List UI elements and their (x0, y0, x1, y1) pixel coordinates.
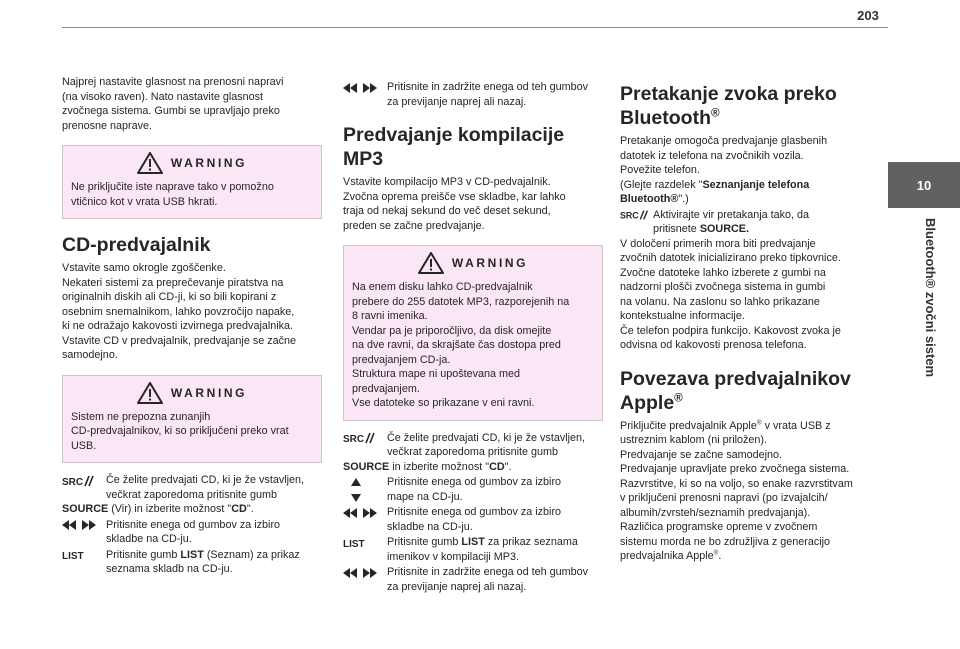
bt-body-line: datotek iz telefona na zvočnikih vozila. (620, 149, 804, 162)
bt-title-line: Bluetooth (620, 107, 711, 129)
warning-triangle-icon (137, 382, 163, 404)
instruction-hold (343, 80, 603, 109)
ref-post: ".) (678, 193, 689, 205)
warning-title: WARNING (170, 385, 248, 400)
warning-text: vtičnico kot v vrata USB hkrati. (71, 195, 218, 208)
warning-triangle-icon (137, 152, 163, 174)
bt-body2-line: Če telefon podpira funkcijo. Kakovost zvoka je (620, 324, 841, 337)
warning-box-external-cd (62, 375, 322, 464)
warning-text: 8 ravni imenika. (352, 310, 428, 322)
warning-triangle-icon (418, 252, 444, 274)
mp3-body-line: Zvočna oprema preišče vse skladbe, kar lahko (343, 190, 566, 203)
src-button-icon (343, 431, 387, 446)
intro-line: (na visoko raven). Nato nastavite glasnost (62, 90, 264, 103)
src-line: večkrat zaporedoma pritisnite gumb (106, 488, 278, 501)
svg-text:LIST: LIST (343, 538, 365, 549)
list-button-icon (62, 548, 106, 563)
intro-line: Najprej nastavite glasnost na prenosni napravi (62, 76, 284, 88)
apple-body-line: sistemu morda ne bo združljiva z generacijo (620, 535, 831, 548)
list-line: imenikov v kompilaciji MP3. (387, 550, 519, 563)
apple-last-pre: predvajalnika Apple (620, 550, 714, 562)
src-end: ". (246, 503, 254, 515)
list-line (106, 548, 322, 563)
registered-mark: ® (674, 391, 683, 404)
instruction-src (62, 473, 322, 502)
up-down-arrows-icon (343, 475, 387, 504)
chapter-side-title: Bluetooth® zvočni sistem (923, 218, 938, 378)
arrows-line: skladbe na CD-ju. (106, 533, 192, 545)
instruction-src (343, 431, 603, 460)
column-1 (62, 75, 322, 577)
bt-body2-line: odvisna od kakovosti prenosa telefona. (620, 339, 807, 351)
warning-box-usb (62, 145, 322, 219)
instruction-list (343, 535, 603, 564)
hold-line: Pritisnite in zadržite enega od teh gumbov (387, 566, 589, 578)
warning-header (352, 246, 594, 280)
prev-next-arrows-icon (62, 518, 106, 533)
intro-line: prenosne naprave. (62, 119, 153, 132)
bt-title-line: Pretakanje zvoka preko (620, 83, 837, 105)
prev-next-arrows-icon (343, 565, 387, 580)
source-keyword: SOURCE (343, 460, 390, 473)
svg-text:SRC: SRC (62, 476, 84, 487)
src-line (653, 222, 880, 237)
cd-keyword: CD (489, 460, 505, 473)
arrows-line: Pritisnite enega od gumbov za izbiro (106, 518, 281, 531)
src-rest: in izberite možnost " (389, 460, 490, 473)
src-line: Aktivirajte vir pretakanja tako, da (653, 208, 810, 221)
warning-text: prebere do 255 datotek MP3, razporejenih na (352, 295, 570, 308)
src-button-icon (620, 208, 653, 223)
cd-body-line: Nekateri sistemi za preprečevanje piratstva na (62, 276, 284, 289)
warning-title: WARNING (170, 156, 248, 170)
apple-body-line: albumih/zvrsteh/seznamih predvajanja). (620, 506, 811, 519)
bt-reference (620, 192, 880, 207)
cd-body-line: originalnih diskih ali CD-ji, ki so bili kopirani z (62, 291, 277, 303)
src-button-icon (62, 473, 106, 488)
svg-text:LIST: LIST (62, 551, 84, 561)
hold-line: za previjanje naprej ali nazaj. (387, 95, 527, 108)
apple-body-line: Predvajanje upravljate preko zvočnega sistema. (620, 463, 850, 475)
list-line: seznama skladb na CD-ju. (106, 563, 233, 575)
hold-line: za previjanje naprej ali nazaj. (387, 580, 527, 593)
list-post: za prikaz seznama (484, 536, 578, 548)
apple-body-line (620, 419, 880, 434)
bt-body2-line: zvočnih datotek inicializirano preko tipkovnice. (620, 252, 841, 264)
svg-text:SRC: SRC (343, 434, 365, 444)
src-line: Če želite predvajati CD, ki je že vstavljen, (387, 431, 586, 444)
list-button-icon (343, 535, 387, 550)
warning-text: Vendar pa je priporočljivo, da disk omejite (352, 324, 552, 337)
cd-body-line: Vstavite samo okrogle zgoščenke. (62, 262, 226, 274)
cd-body-line: osebnim snemalnikom, lahko povzročijo napake, (62, 305, 295, 318)
section-title-bluetooth (620, 82, 880, 130)
mp3-body-line: Vstavite kompilacijo MP3 v CD-pedvajalnik. (343, 176, 551, 188)
warning-text: CD-predvajalnikov, ki so priključeni preko vrat (71, 425, 289, 437)
apple-body-line: v priključeni prenosni napravi (po izvajalcih/ (620, 492, 828, 504)
cd-keyword: CD (231, 503, 247, 515)
apple-body-line: Razvrstitve, ki so na voljo, so enake razvrstitvam (620, 477, 853, 490)
instruction-src (620, 208, 880, 237)
warning-text: predvajanjem CD-ja. (352, 353, 451, 366)
warning-text: Ne priključite iste naprave tako v pomožno (71, 181, 274, 193)
apple-body-line: Različica programske opreme v zvočnem (620, 521, 818, 533)
hold-line: Pritisnite in zadržite enega od teh gumbov (387, 81, 589, 93)
apple-pre: Priključite predvajalnik Apple (620, 419, 757, 432)
mp3-body-line: preden se začne predvajanje. (343, 219, 485, 232)
list-keyword: LIST (461, 536, 485, 548)
mp3-body-line: traja od nekaj sekund do več deset sekund, (343, 205, 551, 217)
mp3-title-line: Predvajanje kompilacije (343, 124, 565, 146)
instruction-list (62, 548, 322, 577)
src-source-line (343, 460, 603, 475)
svg-text:SRC: SRC (620, 210, 639, 221)
header-rule (62, 27, 888, 28)
warning-box-mp3 (343, 245, 603, 421)
registered-mark: ® (756, 418, 762, 426)
registered-mark: ® (713, 549, 719, 557)
src-line: večkrat zaporedoma pritisnite gumb (387, 446, 559, 458)
apple-last-post: . (718, 550, 722, 562)
instruction-hold (343, 565, 603, 594)
src-rest: (Vir) in izberite možnost " (108, 503, 232, 515)
apple-post: v vrata USB z (761, 419, 831, 432)
cd-body-line: samodejno. (62, 349, 118, 361)
cd-body-line: ki ne odražajo kakovosti izvirnega predvajalnika. (62, 320, 294, 332)
prev-next-arrows-icon (343, 505, 387, 520)
apple-body-line: Predvajanje se začne samodejno. (620, 448, 783, 461)
apple-title-line: Apple (620, 391, 675, 414)
bt-body2-line: kontekstualne informacije. (620, 310, 745, 322)
list-pre: Pritisnite gumb (106, 548, 181, 561)
arrows-line: skladbe na CD-ju. (387, 520, 473, 533)
warning-text: Struktura mape ni upoštevana med (352, 368, 521, 380)
source-keyword: SOURCE (62, 503, 109, 515)
section-title-apple (620, 367, 880, 415)
bt-body-line: Povežite telefon. (620, 164, 700, 176)
ref-bold: Bluetooth® (620, 193, 679, 205)
src-end: ". (504, 460, 512, 473)
updown-line: Pritisnite enega od gumbov za izbiro (387, 476, 562, 488)
apple-title-line: Povezava predvajalnikov (620, 367, 851, 390)
column-2 (343, 79, 603, 594)
prev-next-arrows-icon (343, 80, 387, 95)
bt-body2-line: nadzorni plošči zvočnega sistema in gumbi (620, 281, 826, 293)
intro-line: zvočnega sistema. Gumbi se upravljajo preko (62, 105, 280, 117)
arrows-line: Pritisnite enega od gumbov za izbiro (387, 506, 562, 518)
instruction-track-select (62, 518, 322, 547)
warning-text: Sistem ne prepozna zunanjih (71, 410, 211, 423)
warning-text: predvajanjem. (352, 382, 420, 395)
updown-line: mape na CD-ju. (387, 490, 463, 503)
ref-pre: (Glejte razdelek " (620, 178, 703, 191)
warning-header (71, 146, 313, 180)
section-title-mp3 (343, 123, 603, 171)
chapter-tab[interactable]: 10 (888, 162, 960, 208)
column-3 (620, 82, 880, 564)
src-pre: pritisnete (653, 223, 700, 235)
list-pre: Pritisnite gumb (387, 536, 462, 548)
source-keyword: SOURCE. (699, 223, 750, 235)
instruction-folder-select (343, 475, 603, 504)
page-number: 203 (857, 8, 879, 23)
bt-body-line: Pretakanje omogoča predvajanje glasbenih (620, 135, 828, 147)
bt-body2-line: na volanu. Na zaslonu so lahko prikazane (620, 295, 820, 308)
warning-header (71, 376, 313, 410)
cd-body-line: Vstavite CD v predvajalnik, predvajanje se začne (62, 334, 297, 347)
bt-body2-line: V določeni primerih mora biti predvajanje (620, 237, 816, 250)
bt-reference (620, 178, 880, 193)
section-title-cd: CD-predvajalnik (62, 234, 211, 256)
list-line (387, 535, 603, 550)
warning-text: na dve ravni, da skrajšate čas dostopa pred (352, 339, 561, 351)
warning-text: Na enem disku lahko CD-predvajalnik (352, 281, 533, 293)
src-source-line (62, 502, 322, 517)
src-line: Če želite predvajati CD, ki je že vstavljen, (106, 474, 305, 486)
ref-bold: Seznanjanje telefona (702, 178, 810, 191)
list-keyword: LIST (180, 548, 204, 561)
bt-body2-line: Zvočne datoteke lahko izberete z gumbi na (620, 266, 826, 279)
mp3-title-line: MP3 (343, 148, 384, 170)
registered-mark: ® (710, 106, 720, 120)
warning-title: WARNING (451, 256, 529, 270)
warning-text: Vse datoteke so prikazane v eni ravni. (352, 397, 535, 409)
warning-text: USB. (71, 439, 97, 452)
instruction-track-select (343, 505, 603, 534)
apple-body-line: ustreznim kablom (ni priložen). (620, 434, 768, 446)
apple-body-line (620, 549, 880, 564)
list-post: (Seznam) za prikaz (203, 548, 300, 561)
